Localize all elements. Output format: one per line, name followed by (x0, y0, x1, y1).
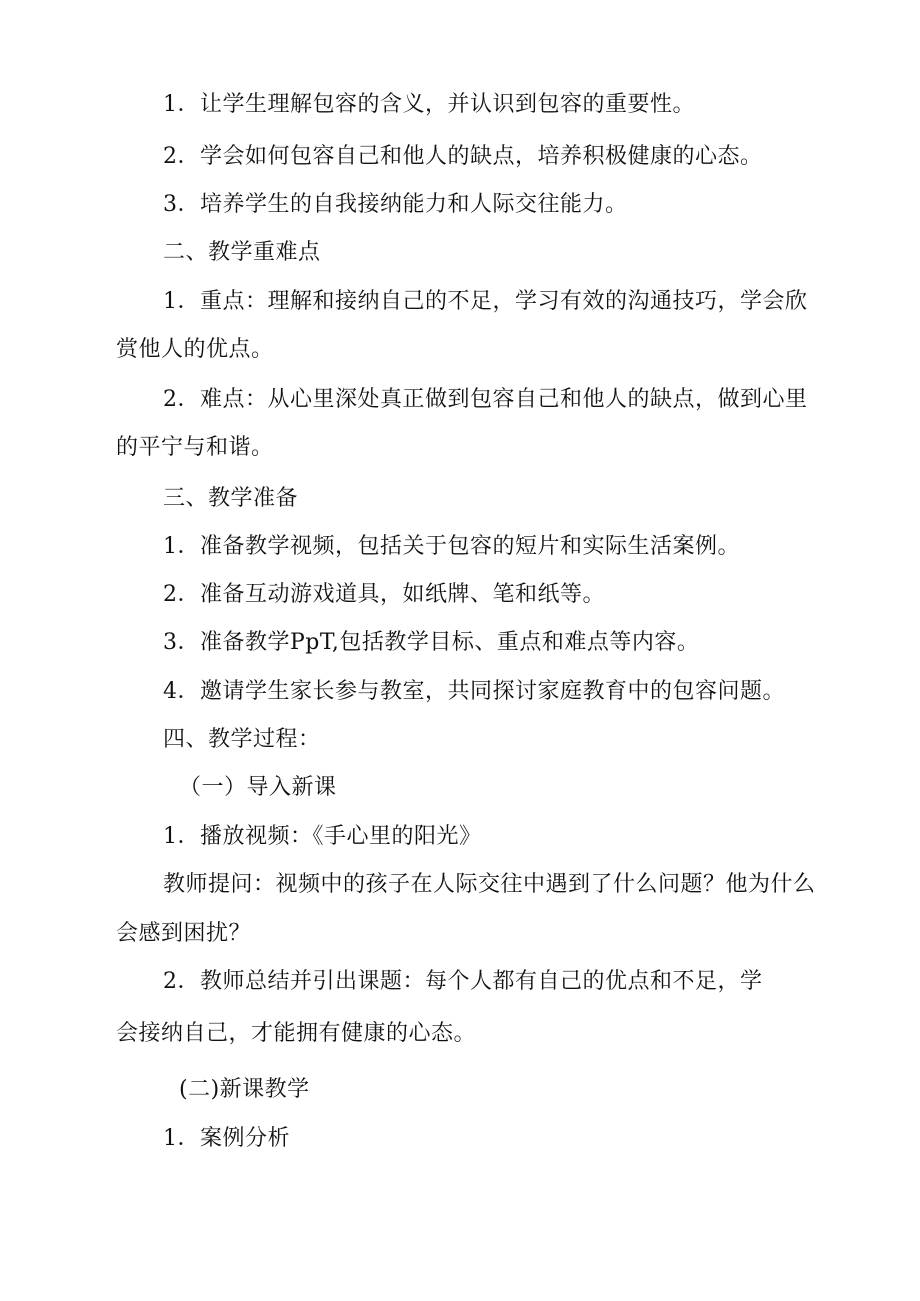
key-point-line-2: 赏他人的优点。 (116, 337, 274, 362)
objective-2: 2．学会如何包容自己和他人的缺点，培养积极健康的心态。 (163, 144, 763, 169)
intro-step-2-line-1: 2．教师总结并引出课题：每个人都有自己的优点和不足，学 (163, 969, 763, 994)
subsection-heading-2: (二)新课教学 (179, 1077, 310, 1102)
difficulty-line-2: 的平宁与和谐。 (116, 435, 274, 460)
new-lesson-step-1: 1．案例分析 (163, 1126, 290, 1151)
intro-step-1: 1．播放视频：《手心里的阳光》 (163, 824, 482, 849)
section-heading-2: 二、教学重难点 (163, 240, 321, 265)
prep-1: 1．准备教学视频，包括关于包容的短片和实际生活案例。 (163, 534, 740, 559)
prep-3: 3．准备教学PpT,包括教学目标、重点和难点等内容。 (163, 630, 700, 655)
teacher-question-line-2: 会感到困扰？ (116, 921, 252, 946)
section-heading-3: 三、教学准备 (163, 486, 299, 511)
key-point-line-1: 1．重点：理解和接纳自己的不足，学习有效的沟通技巧，学会欣 (163, 289, 808, 314)
subsection-heading-1: （一）导入新课 (179, 775, 337, 800)
objective-1: 1．让学生理解包容的含义，并认识到包容的重要性。 (163, 92, 695, 117)
prep-2: 2．准备互动游戏道具，如纸牌、笔和纸等。 (163, 582, 605, 607)
prep-4: 4．邀请学生家长参与教室，共同探讨家庭教育中的包容问题。 (163, 679, 785, 704)
teacher-question-line-1: 教师提问：视频中的孩子在人际交往中遇到了什么问题？他为什么 (163, 872, 816, 897)
difficulty-line-1: 2．难点：从心里深处真正做到包容自己和他人的缺点，做到心里 (163, 387, 808, 412)
objective-3: 3．培养学生的自我接纳能力和人际交往能力。 (163, 192, 628, 217)
section-heading-4: 四、教学过程： (163, 727, 321, 752)
intro-step-2-line-2: 会接纳自己，才能拥有健康的心态。 (116, 1021, 477, 1046)
